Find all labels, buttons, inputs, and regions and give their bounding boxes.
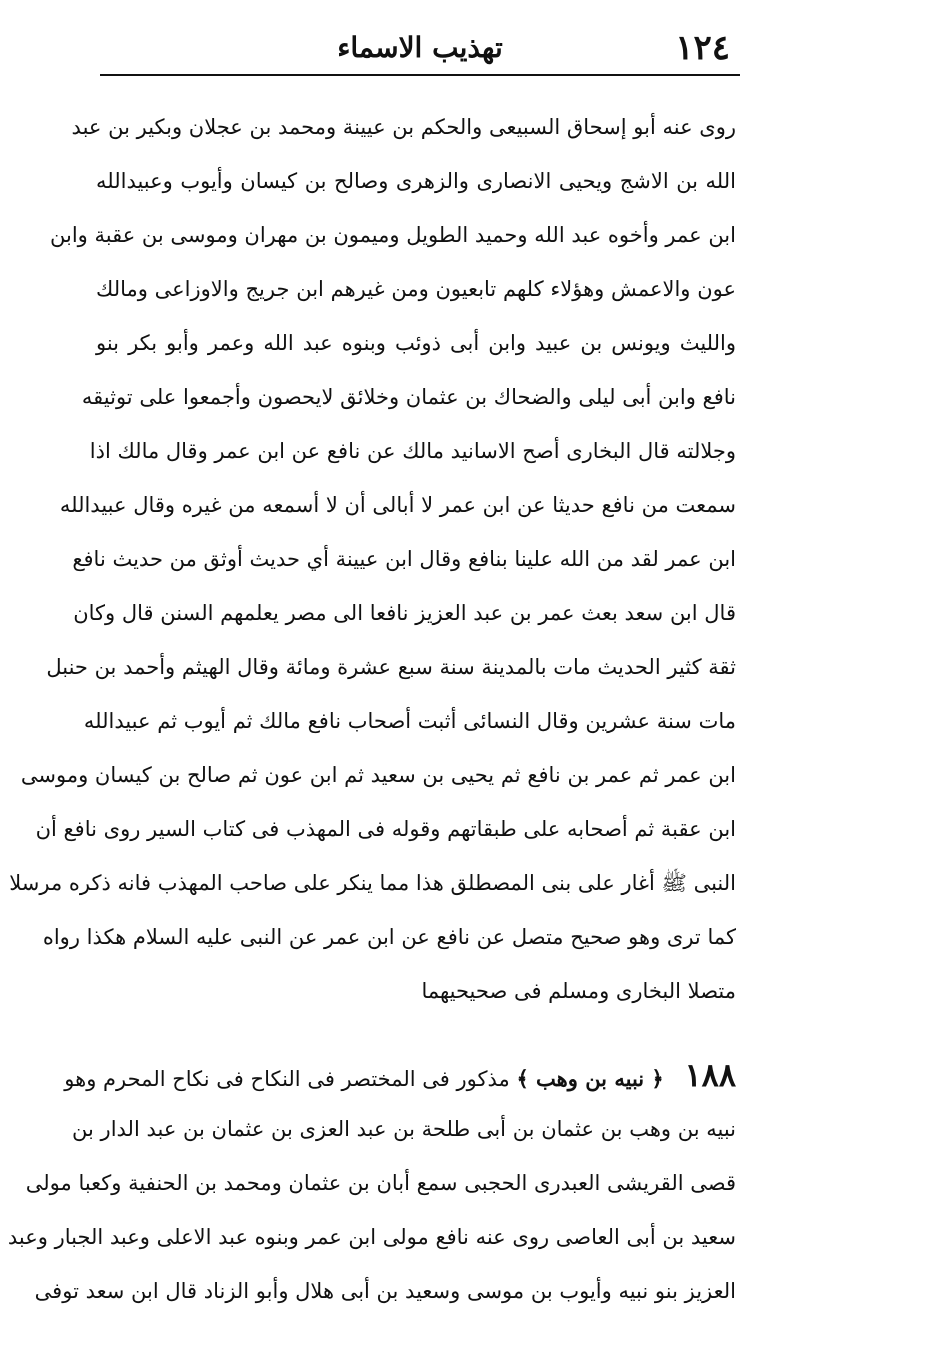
text-line: ابن عمر ثم عمر بن نافع ثم يحيى بن سعيد ثم ابن عون ثم صالح بن كيسان وموسى bbox=[20, 763, 736, 787]
text-line: والليث ويونس بن عبيد وابن أبى ذوئب وبنوه عبد الله وعمر وأبو بكر بنو bbox=[96, 331, 736, 355]
entry-heading: ﴿ نبيه بن وهب ﴾ bbox=[516, 1066, 664, 1091]
text-line: ثقة كثير الحديث مات بالمدينة سنة سبع عشرة ومائة وقال الهيثم وأحمد بن حنبل bbox=[46, 655, 736, 679]
text-line: ابن عقبة ثم أصحابه على طبقاتهم وقوله فى المهذب فى كتاب السير روى نافع أن bbox=[35, 817, 736, 841]
text-line: سمعت من نافع حديثا عن ابن عمر لا أبالى أن لا أسمعه من غيره وقال عبيدالله bbox=[59, 493, 736, 517]
text-line: نافع وابن أبى ليلى والضحاك بن عثمان وخلائق لايحصون وأجمعوا على توثيقه bbox=[81, 385, 736, 409]
entry-number: ١٨٨ bbox=[684, 1056, 736, 1094]
text-line: روى عنه أبو إسحاق السبيعى والحكم بن عيينة ومحمد بن عجلان وبكير بن عبد bbox=[71, 115, 736, 139]
section-gap bbox=[96, 1018, 736, 1048]
running-header bbox=[100, 26, 740, 70]
text-line: ابن عمر وأخوه عبد الله وحميد الطويل وميمون بن مهران وموسى بن عقبة وابن bbox=[50, 223, 736, 247]
text-line: ابن عمر لقد من الله علينا بنافع وقال ابن عيينة أي حديث أوثق من حديث نافع bbox=[72, 547, 736, 571]
entry-first-line: مذكور فى المختصر فى النكاح فى نكاح المحرم وهو bbox=[64, 1067, 510, 1091]
text-line: سعيد بن أبى العاصى روى عنه نافع مولى ابن عمر وبنوه عبد الاعلى وعبد الجبار وعبد bbox=[7, 1225, 736, 1249]
page-number: ١٢٤ bbox=[675, 28, 730, 68]
text-line: نبيه بن وهب بن عثمان بن أبى طلحة بن عبد العزى بن عثمان بن عبد الدار بن bbox=[72, 1117, 736, 1141]
text-line: النبى ﷺ أغار على بنى المصطلق هذا مما ينكر على صاحب المهذب فانه ذكره مرسلا bbox=[9, 871, 736, 895]
header-rule bbox=[100, 74, 740, 76]
text-line: عون والاعمش وهؤلاء كلهم تابعيون ومن غيرهم ابن جريج والاوزاعى ومالك bbox=[96, 277, 736, 301]
text-line: كما ترى وهو صحيح متصل عن نافع عن ابن عمر عن النبى عليه السلام هكذا رواه bbox=[42, 925, 736, 949]
text-line: الله بن الاشج ويحيى الانصارى والزهرى وصالح بن كيسان وأيوب وعبيدالله bbox=[96, 169, 736, 193]
text-line: قصى القريشى العبدرى الحجبى سمع أبان بن عثمان ومحمد بن الحنفية وكعبا مولى bbox=[25, 1171, 736, 1195]
text-line: قال ابن سعد بعث عمر بن عبد العزيز نافعا الى مصر يعلمهم السنن قال وكان bbox=[73, 601, 736, 625]
text-line: مات سنة عشرين وقال النسائى أثبت أصحاب نافع مالك ثم أيوب ثم عبيدالله bbox=[83, 709, 736, 733]
text-line: وجلالته قال البخارى أصح الاسانيد مالك عن نافع عن ابن عمر وقال مالك اذا bbox=[89, 439, 736, 463]
running-title: تهذيب الاسماء bbox=[337, 31, 503, 64]
entry-heading-line bbox=[64, 1048, 736, 1102]
main-text bbox=[7, 100, 736, 1318]
text-line-last: متصلا البخارى ومسلم فى صحيحيهما bbox=[421, 979, 736, 1003]
text-line: العزيز بنو نبيه وأيوب بن موسى وسعيد بن أبى هلال وأبو الزناد قال ابن سعد توفى bbox=[34, 1279, 736, 1303]
